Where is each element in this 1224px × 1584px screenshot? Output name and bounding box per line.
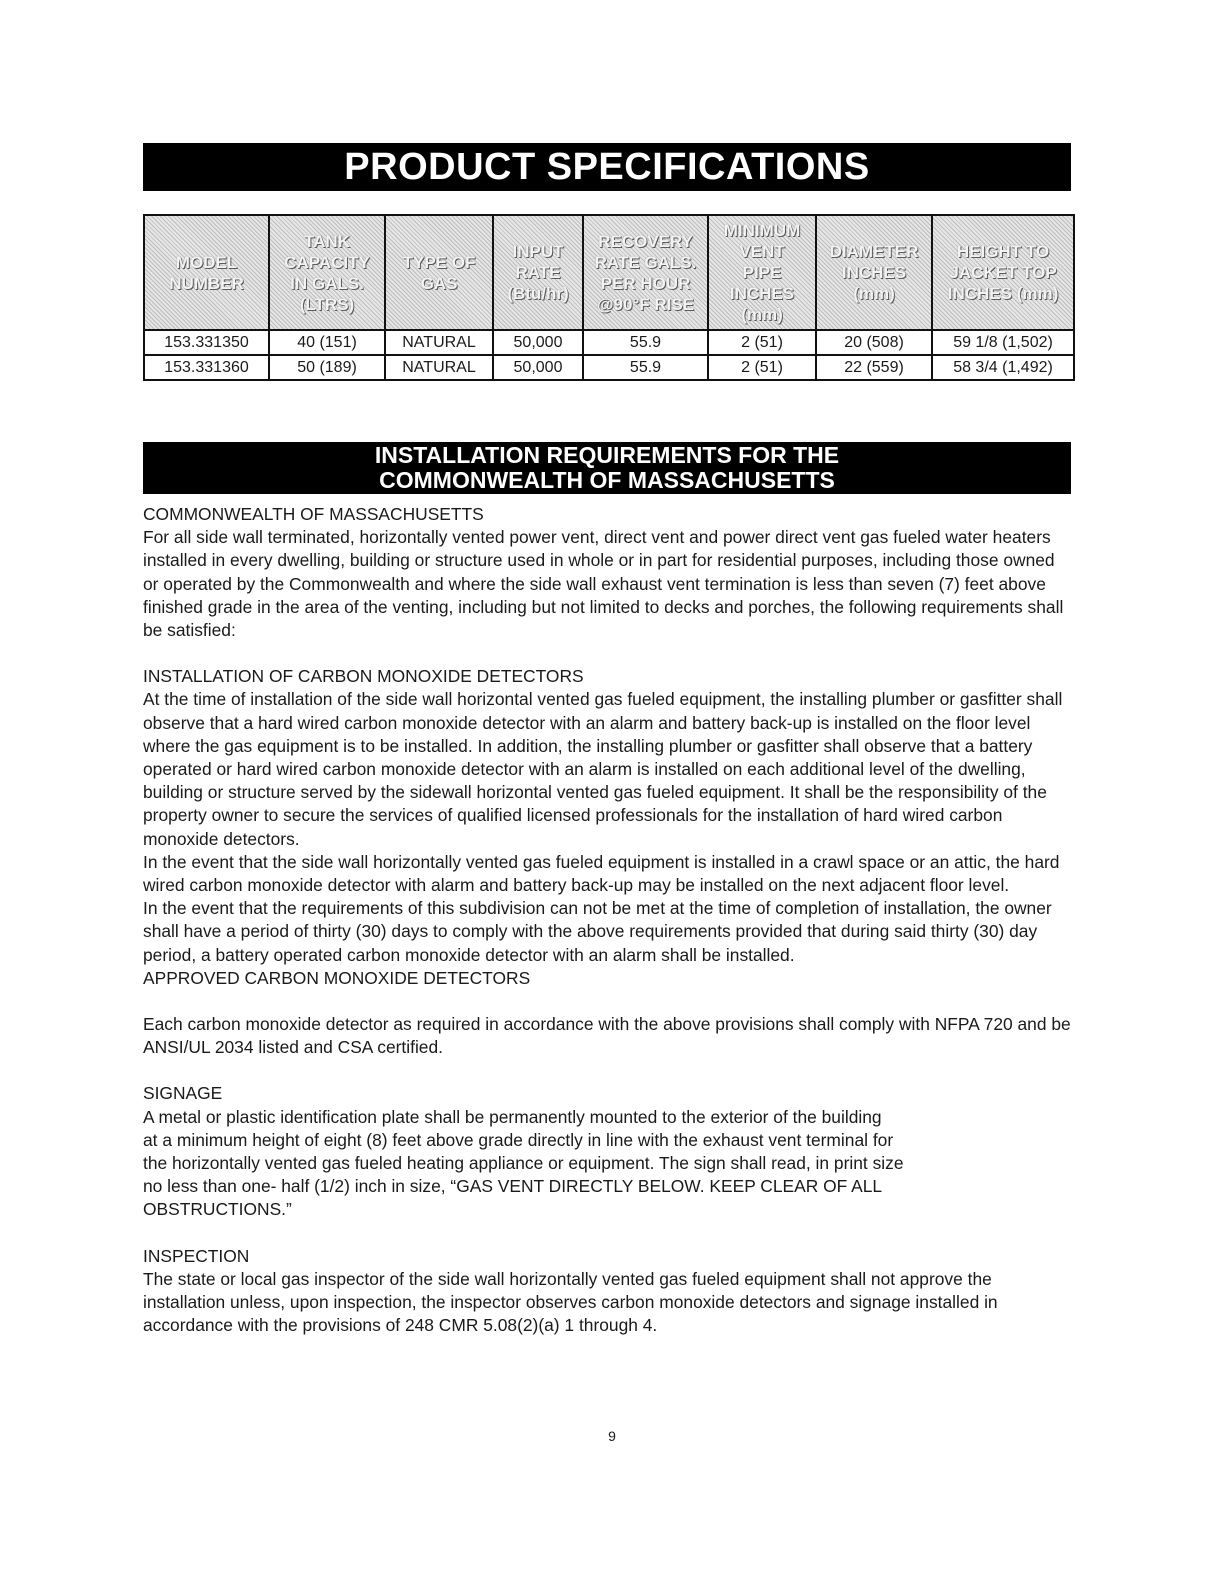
header-tank-capacity: TANK CAPACITY IN GALS. (LTRS) [269,215,385,330]
table-cell: 20 (508) [816,330,932,355]
spacer [143,1222,1073,1245]
table-cell: 40 (151) [269,330,385,355]
installation-requirements-body [143,503,1073,1338]
header-height-to-jacket-top: HEIGHT TO JACKET TOP INCHES (mm) [932,215,1074,330]
paragraph-approved-detectors: Each carbon monoxide detector as required in accordance with the above provisions shall comply with NFPA 720 and be ANSI/UL 2034 listed and CSA certified. [143,1014,1071,1058]
header-input-rate: INPUT RATE (Btu/hr) [493,215,583,330]
table-cell: 22 (559) [816,355,932,380]
table-cell: 50,000 [493,330,583,355]
table-cell: 2 (51) [708,355,816,380]
table-cell: 55.9 [583,330,708,355]
paragraph-co-detectors-1: At the time of installation of the side wall horizontal vented gas fueled equipment, the installing plumber or gasfitter shall observe that a hard wired carbon monoxide detector with an alarm and battery back-up is installed on the floor level where the gas equipment is to be installed. In addition, the installing plumber or gasfitter shall observe that a battery operated or hard wired carbon monoxide detector with an alarm is installed on each additional level of the dwelling, building or structure served by the sidewall horizontal vented gas fueled equipment. It shall be the responsibility of the property owner to secure the services of qualified licensed professionals for the installation of hard wired carbon monoxide detectors. [143,689,1063,849]
header-type-of-gas: TYPE OF GAS [385,215,493,330]
paragraph-co-detectors-2: In the event that the side wall horizontally vented gas fueled equipment is installed in a crawl space or an attic, the hard wired carbon monoxide detector with alarm and battery back-up may be installed on the next adjacent floor level. [143,851,1060,896]
header-model-number: MODEL NUMBER [144,215,269,330]
signage-line: OBSTRUCTIONS.” [143,1199,292,1220]
page-number: 9 [608,1428,616,1444]
table-cell: NATURAL [385,355,493,380]
paragraph-inspection: The state or local gas inspector of the side wall horizontally vented gas fueled equipment shall not approve the installation unless, upon inspection, the inspector observes carbon monoxide detectors and signage installed in accordance with the provisions of 248 CMR 5.08(2)(a) 1 through 4. [143,1268,998,1336]
header-minimum-vent-pipe: MINIMUM VENT PIPE INCHES (mm) [708,215,816,330]
table-cell: 58 3/4 (1,492) [932,355,1074,380]
paragraph-massachusetts: For all side wall terminated, horizontally vented power vent, direct vent and power direct vent gas fueled water heaters installed in every dwelling, building or structure used in whole or in part for residential purposes, including those owned or operated by the Commonwealth and where the side wall exhaust vent termination is less than seven (7) feet above finished grade in the area of the venting, including but not limited to decks and porches, the following requirements shall be satisfied: [143,527,1064,641]
table-cell: 50 (189) [269,355,385,380]
spacer [143,642,1073,665]
signage-line: no less than one- half (1/2) inch in size, “GAS VENT DIRECTLY BELOW. KEEP CLEAR OF ALL [143,1176,883,1197]
signage-line: A metal or plastic identification plate shall be permanently mounted to the exterior of the building [143,1106,882,1127]
signage-line: the horizontally vented gas fueled heating appliance or equipment. The sign shall read, in print size [143,1153,904,1174]
table-header-row [144,215,1074,330]
table-cell: 55.9 [583,355,708,380]
installation-requirements-title [143,442,1071,494]
header-recovery-rate: RECOVERY RATE GALS. PER HOUR @90°F RISE [583,215,708,330]
header-diameter: DIAMETER INCHES (mm) [816,215,932,330]
spacer [143,1059,1073,1082]
paragraph-co-detectors-3: In the event that the requirements of this subdivision can not be met at the time of completion of installation, the owner shall have a period of thirty (30) days to comply with the above requirements provided that during said thirty (30) day period, a battery operated carbon monoxide detector with an alarm shall be installed. [143,898,1052,965]
section-heading-signage: SIGNAGE [143,1083,223,1104]
table-cell: 153.331350 [144,330,269,355]
installation-title-line-1: INSTALLATION REQUIREMENTS FOR THE [374,442,840,468]
product-specifications-table [143,214,1075,381]
table-cell: 2 (51) [708,330,816,355]
table-cell: NATURAL [385,330,493,355]
product-specifications-title: PRODUCT SPECIFICATIONS [143,143,1071,191]
table-cell: 50,000 [493,355,583,380]
section-heading-massachusetts: COMMONWEALTH OF MASSACHUSETTS [143,504,484,524]
section-heading-approved-detectors: APPROVED CARBON MONOXIDE DETECTORS [143,967,531,988]
installation-title-line-2: COMMONWEALTH OF MASSACHUSETTS [379,467,835,493]
section-heading-co-detectors: INSTALLATION OF CARBON MONOXIDE DETECTORS [143,666,584,687]
table-cell: 59 1/8 (1,502) [932,330,1074,355]
table-row [144,355,1074,380]
table-cell: 153.331360 [144,355,269,380]
signage-line: at a minimum height of eight (8) feet above grade directly in line with the exhaust vent terminal for [143,1129,894,1150]
spacer [143,990,1073,1013]
table-row [144,330,1074,355]
section-heading-inspection: INSPECTION [143,1245,250,1266]
